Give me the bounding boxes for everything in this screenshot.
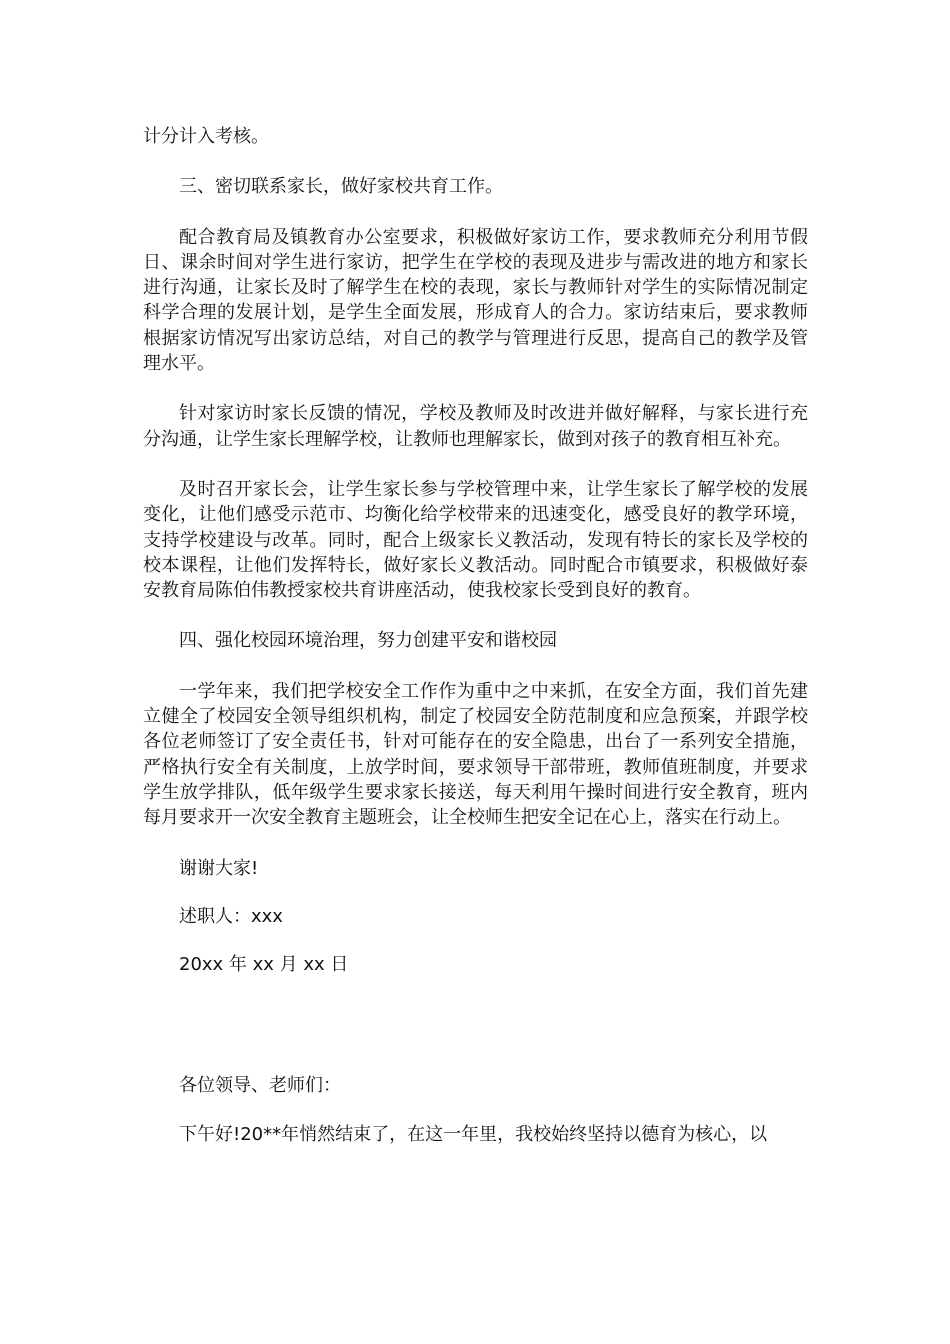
closing-thanks: 谢谢大家!: [179, 857, 259, 879]
signature-date: 20xx 年 xx 月 xx 日: [179, 954, 349, 976]
paragraph-feedback: 针对家访时家长反馈的情况，学校及教师及时改进并做好解释，与家长进行充分沟通，让学生家长理解学校，让教师也理解家长，做到对孩子的教育相互补充。: [143, 403, 808, 450]
salutation: 各位领导、老师们：: [179, 1075, 341, 1097]
section-heading-3: 三、密切联系家长，做好家校共育工作。: [179, 176, 503, 198]
paragraph-continuation: 计分计入考核。: [143, 126, 269, 147]
paragraph-safety: 一学年来，我们把学校安全工作作为重中之中来抓，在安全方面，我们首先建立健全了校园安全领导组织机构，制定了校园安全防范制度和应急预案，并跟学校各位老师签订了安全责任书，针对可能存在的安全隐患，出台了一系列安全措施，严格执行安全有关制度，上放学时间，要求领导干部带班，教师值班制度，并要求学生放学排队，低年级学生要求家长接送，每天利用午操时间进行安全教育，班内每月要求开一次安全教育主题班会，让全校师生把安全记在心上，落实在行动上。: [143, 680, 808, 829]
document-body: [143, 124, 808, 1147]
paragraph-parent-meetings: 及时召开家长会，让学生家长参与学校管理中来，让学生家长了解学校的发展变化，让他们感受示范市、均衡化给学校带来的迅速变化，感受良好的教学环境，支持学校建设与改革。同时，配合上级家长义教活动，发现有特长的家长及学校的校本课程，让他们发挥特长，做好家长义教活动。同时配合市镇要求，积极做好泰安教育局陈伯伟教授家校共育讲座活动，使我校家长受到良好的教育。: [143, 478, 808, 602]
paragraph-greeting: 下午好!20**年悄然结束了，在这一年里，我校始终坚持以德育为核心，以: [179, 1123, 768, 1145]
paragraph-home-visits: 配合教育局及镇教育办公室要求，积极做好家访工作，要求教师充分利用节假日、课余时间对学生进行家访，把学生在学校的表现及进步与需改进的地方和家长进行沟通，让家长及时了解学生在校的表现，家长与教师针对学生的实际情况制定科学合理的发展计划，是学生全面发展，形成育人的合力。家访结束后，要求教师根据家访情况写出家访总结，对自己的教学与管理进行反思，提高自己的教学及管理水平。: [143, 226, 808, 375]
section-heading-4: 四、强化校园环境治理，努力创建平安和谐校园: [179, 630, 557, 652]
signature-reporter: 述职人：xxx: [179, 905, 283, 927]
